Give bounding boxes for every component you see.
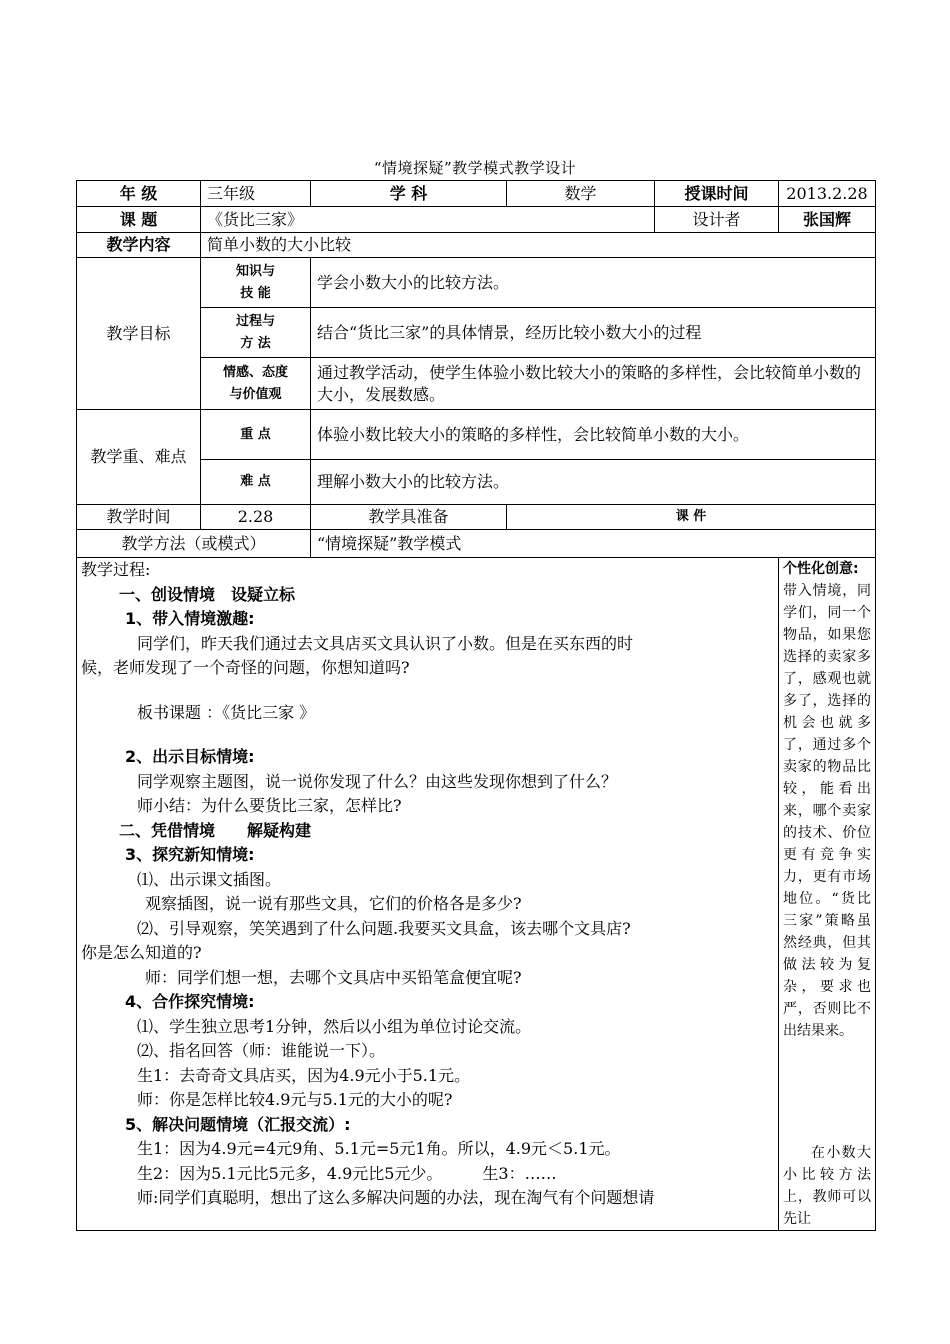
goal-text: 学会小数大小的比较方法。 (311, 258, 876, 308)
subject-label: 学 科 (311, 181, 507, 207)
goal-sub-line: 知识与 (235, 263, 275, 279)
grade-value: 三年级 (201, 181, 311, 207)
process-line: 师小结：为什么要货比三家，怎样比? (137, 796, 402, 815)
process-line: ⑴、学生独立思考1分钟，然后以小组为单位讨论交流。 (137, 1016, 532, 1036)
process-line: 3、探究新知情境: (125, 845, 255, 864)
method-value: “情境探疑”教学模式 (311, 530, 876, 558)
process-line: 生1：去奇奇文具店买，因为4.9元小于5.1元。 (137, 1065, 471, 1085)
process-line: 生1：因为4.9元=4元9角、5.1元=5元1角。所以，4.9元＜5.1元。 (137, 1139, 621, 1158)
time-label: 授课时间 (655, 181, 779, 207)
process-cell (77, 558, 779, 1231)
process-line: 候，老师发现了一个奇怪的问题，你想知道吗? (81, 658, 410, 677)
tools-label: 教学具准备 (311, 505, 507, 530)
goal-sub-line: 过程与 (235, 313, 275, 329)
goal-row-1 (77, 258, 876, 308)
keypoint-row-1 (77, 410, 876, 460)
process-blank-line (81, 725, 774, 745)
process-lines (81, 583, 774, 1211)
process-line: 生2：因为5.1元比5元多，4.9元比5元少。 生3：…… (137, 1163, 557, 1183)
process-line: 1、带入情境激趣: (125, 609, 255, 628)
process-line: ⑵、指名回答（师：谁能说一下）。 (137, 1041, 386, 1060)
method-label: 教学方法（或模式） (77, 530, 311, 558)
process-line: 5、解决问题情境（汇报交流）: (125, 1114, 351, 1134)
process-line: 师：同学们想一想，去哪个文具店中买铅笔盒便宜呢? (145, 967, 522, 987)
goal-sub-line: 与价值观 (229, 386, 282, 402)
goal-sub-line: 方 法 (240, 335, 271, 351)
sidebar-text: 带入情境，同学们，同一个物品，如果您选择的卖家多了，感观也就多了，选择的机会也就多了，通过多个卖家的物品比较，能看出来，哪个卖家的技术、价位更有竞争实力，更有市场地位。“货比三家”策略虽然经典，但其做法较为复杂，要求也严，否则比不出结果来。 (783, 583, 872, 1039)
grade-label: 年 级 (77, 181, 201, 207)
subject-value: 数学 (507, 181, 655, 207)
keypoint-text: 理解小数大小的比较方法。 (311, 460, 876, 505)
sidebar-spacer (783, 1042, 871, 1142)
time-value: 2013.2.28 (779, 181, 876, 207)
goal-sub-label (201, 308, 311, 358)
schedule-time-value: 2.28 (201, 505, 311, 530)
goal-sub-line: 情感、态度 (222, 364, 288, 380)
designer-label: 设计者 (655, 207, 779, 233)
sidebar-cell (779, 558, 876, 1231)
schedule-row (77, 505, 876, 530)
designer-value: 张国辉 (779, 207, 876, 233)
process-line: 同学们，昨天我们通过去文具店买文具认识了小数。但是在买东西的时 (137, 633, 634, 653)
content-value: 简单小数的大小比较 (201, 233, 876, 258)
process-line: 师：你是怎样比较4.9元与5.1元的大小的呢? (137, 1090, 453, 1109)
process-blank-line (81, 681, 774, 701)
schedule-time-label: 教学时间 (77, 505, 201, 530)
sidebar-title: 个性化创意: (783, 561, 859, 577)
document-title: “情境探疑”教学模式教学设计 (373, 159, 577, 177)
content-label: 教学内容 (77, 233, 201, 258)
header-row-topic (77, 207, 876, 233)
process-line: 观察插图，说一说有那些文具，它们的价格各是多少? (145, 894, 522, 913)
goal-text: 结合“货比三家”的具体情景，经历比较小数大小的过程 (311, 308, 876, 358)
topic-value: 《货比三家》 (201, 207, 655, 233)
process-line: 2、出示目标情境: (125, 747, 255, 766)
process-line: ⑵、引导观察，笑笑遇到了什么问题.我要买文具盒，该去哪个文具店? (137, 918, 631, 938)
process-line: 一、创设情境 设疑立标 (119, 584, 296, 604)
goal-sub-label (201, 258, 311, 308)
goal-sub-line: 技 能 (240, 285, 271, 301)
process-line: 你是怎么知道的? (81, 943, 202, 962)
goal-sub-label (201, 358, 311, 410)
sidebar-text-2: 在小数大小比较方法上，教师可以先让 (783, 1145, 872, 1227)
process-line: 同学观察主题图，说一说你发现了什么？由这些发现你想到了什么？ (137, 771, 618, 791)
tools-value: 课 件 (507, 505, 876, 530)
keypoint-text: 体验小数比较大小的策略的多样性，会比较简单小数的大小。 (311, 410, 876, 460)
process-heading: 教学过程: (81, 560, 151, 579)
process-line: 师:同学们真聪明，想出了这么多解决问题的办法，现在淘气有个问题想请 (137, 1188, 655, 1207)
process-line: ⑴、出示课文插图。 (137, 869, 282, 889)
keypoints-label: 教学重、难点 (77, 410, 201, 505)
process-line: 二、凭借情境 解疑构建 (119, 820, 312, 840)
header-row-grade (77, 181, 876, 207)
lesson-plan-table (76, 180, 876, 1231)
keypoint-sub-label: 重 点 (201, 410, 311, 460)
goal-text: 通过教学活动，使学生体验小数比较大小的策略的多样性，会比较简单小数的大小，发展数感。 (311, 358, 876, 410)
method-row (77, 530, 876, 558)
process-line: 4、合作探究情境: (125, 992, 255, 1011)
process-row (77, 558, 876, 1231)
process-line: 板书课题 ：《货比三家 》 (137, 702, 316, 722)
header-row-content (77, 233, 876, 258)
topic-label: 课 题 (77, 207, 201, 233)
goals-label: 教学目标 (77, 258, 201, 410)
keypoint-sub-label: 难 点 (201, 460, 311, 505)
